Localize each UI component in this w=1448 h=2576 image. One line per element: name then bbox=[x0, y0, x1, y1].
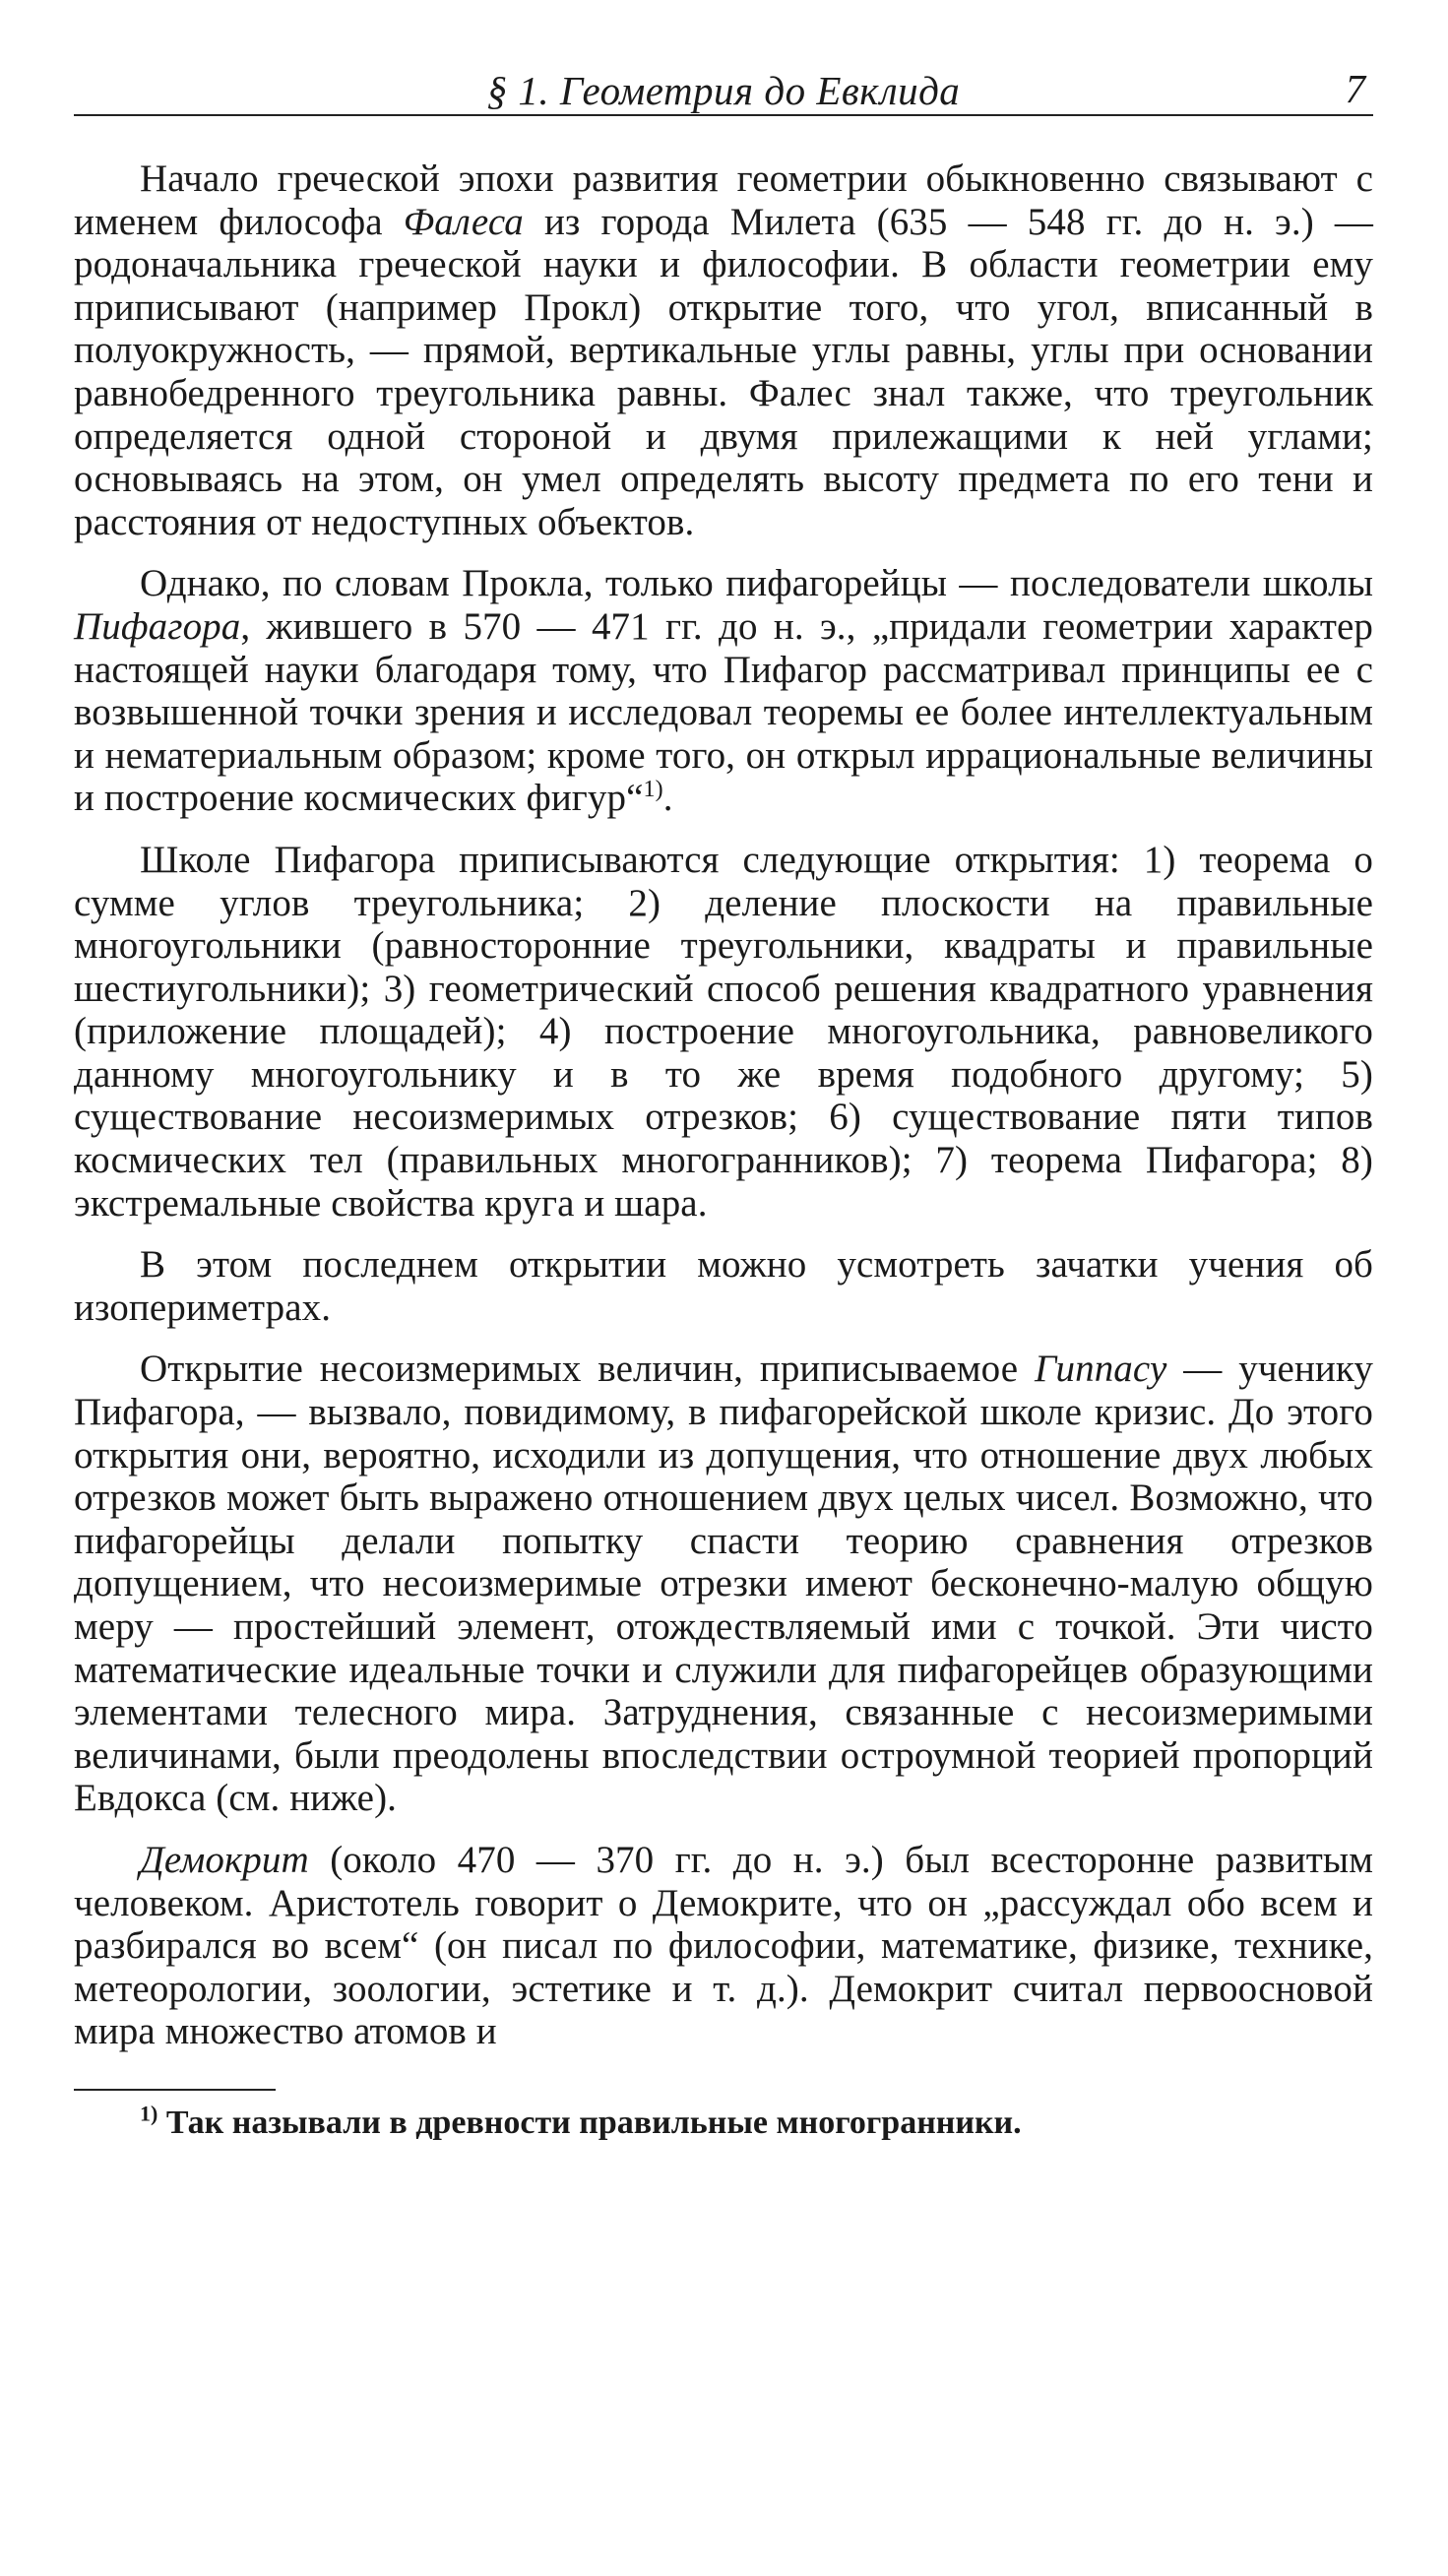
paragraph-pythagoreans bbox=[74, 562, 1373, 820]
person-name-pythagoras: Пифагора bbox=[74, 604, 241, 648]
running-head bbox=[74, 59, 1373, 116]
paragraph-text: — ученику Пифагора, — вызвало, повидимому, в пифагорейской школе кризис. До этого открытия они, вероятно, исходили из допущения, что отношение двух любых отрезков может быть выражено отношением двух целых чисел. Возможно, что пифагорейцы делали попытку спасти теорию сравнения отрезков допущением, что несоизмеримые отрезки имеют бесконечно-малую общую меру — простейший элемент, отождествляемый ими с точкой. Эти чисто математические идеальные точки и служили для пифагорейцев образующими элементами телесного мира. Затруднения, связанные с несоизмеримыми величинами, были преодолены впоследствии остроумной теорией пропорций Евдокса (см. ниже). bbox=[74, 1348, 1373, 1820]
footnote bbox=[74, 2103, 1373, 2144]
paragraph-text: (около 470 — 370 гг. до н. э.) был всесторонне развитым человеком. Аристотель говорит о Демокрите, что он „рассуждал обо всем и разбирался во всем“ (он писал по философии, математике, физике, технике, метеорологии, зоологии, эстетике и т. д.). Демокрит считал первоосновой мира множество атомов и bbox=[74, 1838, 1373, 2053]
paragraph-text: Начало греческой эпохи развития геометрии обыкновенно связывают с именем философа bbox=[74, 157, 1373, 243]
page-number: 7 bbox=[1345, 66, 1365, 111]
person-name-democritus: Демокрит bbox=[140, 1838, 309, 1881]
paragraph-text: . bbox=[662, 777, 673, 820]
footnote-ref[interactable]: 1) bbox=[643, 777, 663, 803]
footnote-text: Так называли в древности правильные многогранники. bbox=[157, 2104, 1022, 2141]
footnote-marker: 1) bbox=[140, 2101, 158, 2126]
paragraph-school-discoveries bbox=[74, 839, 1373, 1225]
paragraph-text: Открытие несоизмеримых величин, приписываемое bbox=[140, 1348, 1035, 1391]
paragraph-thales bbox=[74, 157, 1373, 543]
paragraph-text: Школе Пифагора приписываются следующие открытия: 1) теорема о сумме углов треугольника; 2) деление плоскости на правильные многоугольники (равносторонние треугольники, квадраты и правильные шестиугольники); 3) геометрический способ решения квадратного уравнения (приложение площадей); 4) построение многоугольника, равновеликого данному многоугольнику и в то же время подобного другому; 5) существование несоизмеримых отрезков; 6) существование пяти типов космических тел (правильных многогранников); 7) теорема Пифагора; 8) экстремальные свойства круга и шара. bbox=[74, 838, 1373, 1225]
person-name-thales: Фалеса bbox=[403, 200, 524, 243]
book-page bbox=[74, 59, 1373, 2144]
paragraph-democritus bbox=[74, 1839, 1373, 2053]
person-name-hippasus: Гиппасу bbox=[1034, 1348, 1167, 1391]
footnote-divider bbox=[74, 2089, 276, 2091]
paragraph-text: из города Милета (635 — 548 гг. до н. э.) — родоначальника греческой науки и философии. В области геометрии ему приписывают (например Прокл) открытие того, что угол, вписанный в полуокружность, — прямой, вертикальные углы равны, углы при основании равнобедренного треугольника равны. Фалес знал также, что треугольник определяется одной стороной и двумя прилежащими к ней углами; основываясь на этом, он умел определять высоту предмета по его тени и расстояния от недоступных объектов. bbox=[74, 200, 1373, 543]
body-text bbox=[74, 157, 1373, 2053]
paragraph-isoperimeters bbox=[74, 1243, 1373, 1329]
paragraph-hippasus bbox=[74, 1348, 1373, 1820]
running-title: § 1. Геометрия до Евклида bbox=[486, 68, 961, 113]
paragraph-text: В этом последнем открытии можно усмотреть зачатки учения об изопериметрах. bbox=[74, 1243, 1373, 1329]
paragraph-text: Однако, по словам Прокла, только пифагорейцы — последователи школы bbox=[140, 562, 1373, 605]
paragraph-text: , жившего в 570 — 471 гг. до н. э., „придали геометрии характер настоящей науки благодаря тому, что Пифагор рассматривал принципы ее с возвышенной точки зрения и исследовал теоремы ее более интеллектуальным и нематериальным образом; кроме того, он открыл иррациональные величины и построение космических фигур“ bbox=[74, 604, 1373, 820]
